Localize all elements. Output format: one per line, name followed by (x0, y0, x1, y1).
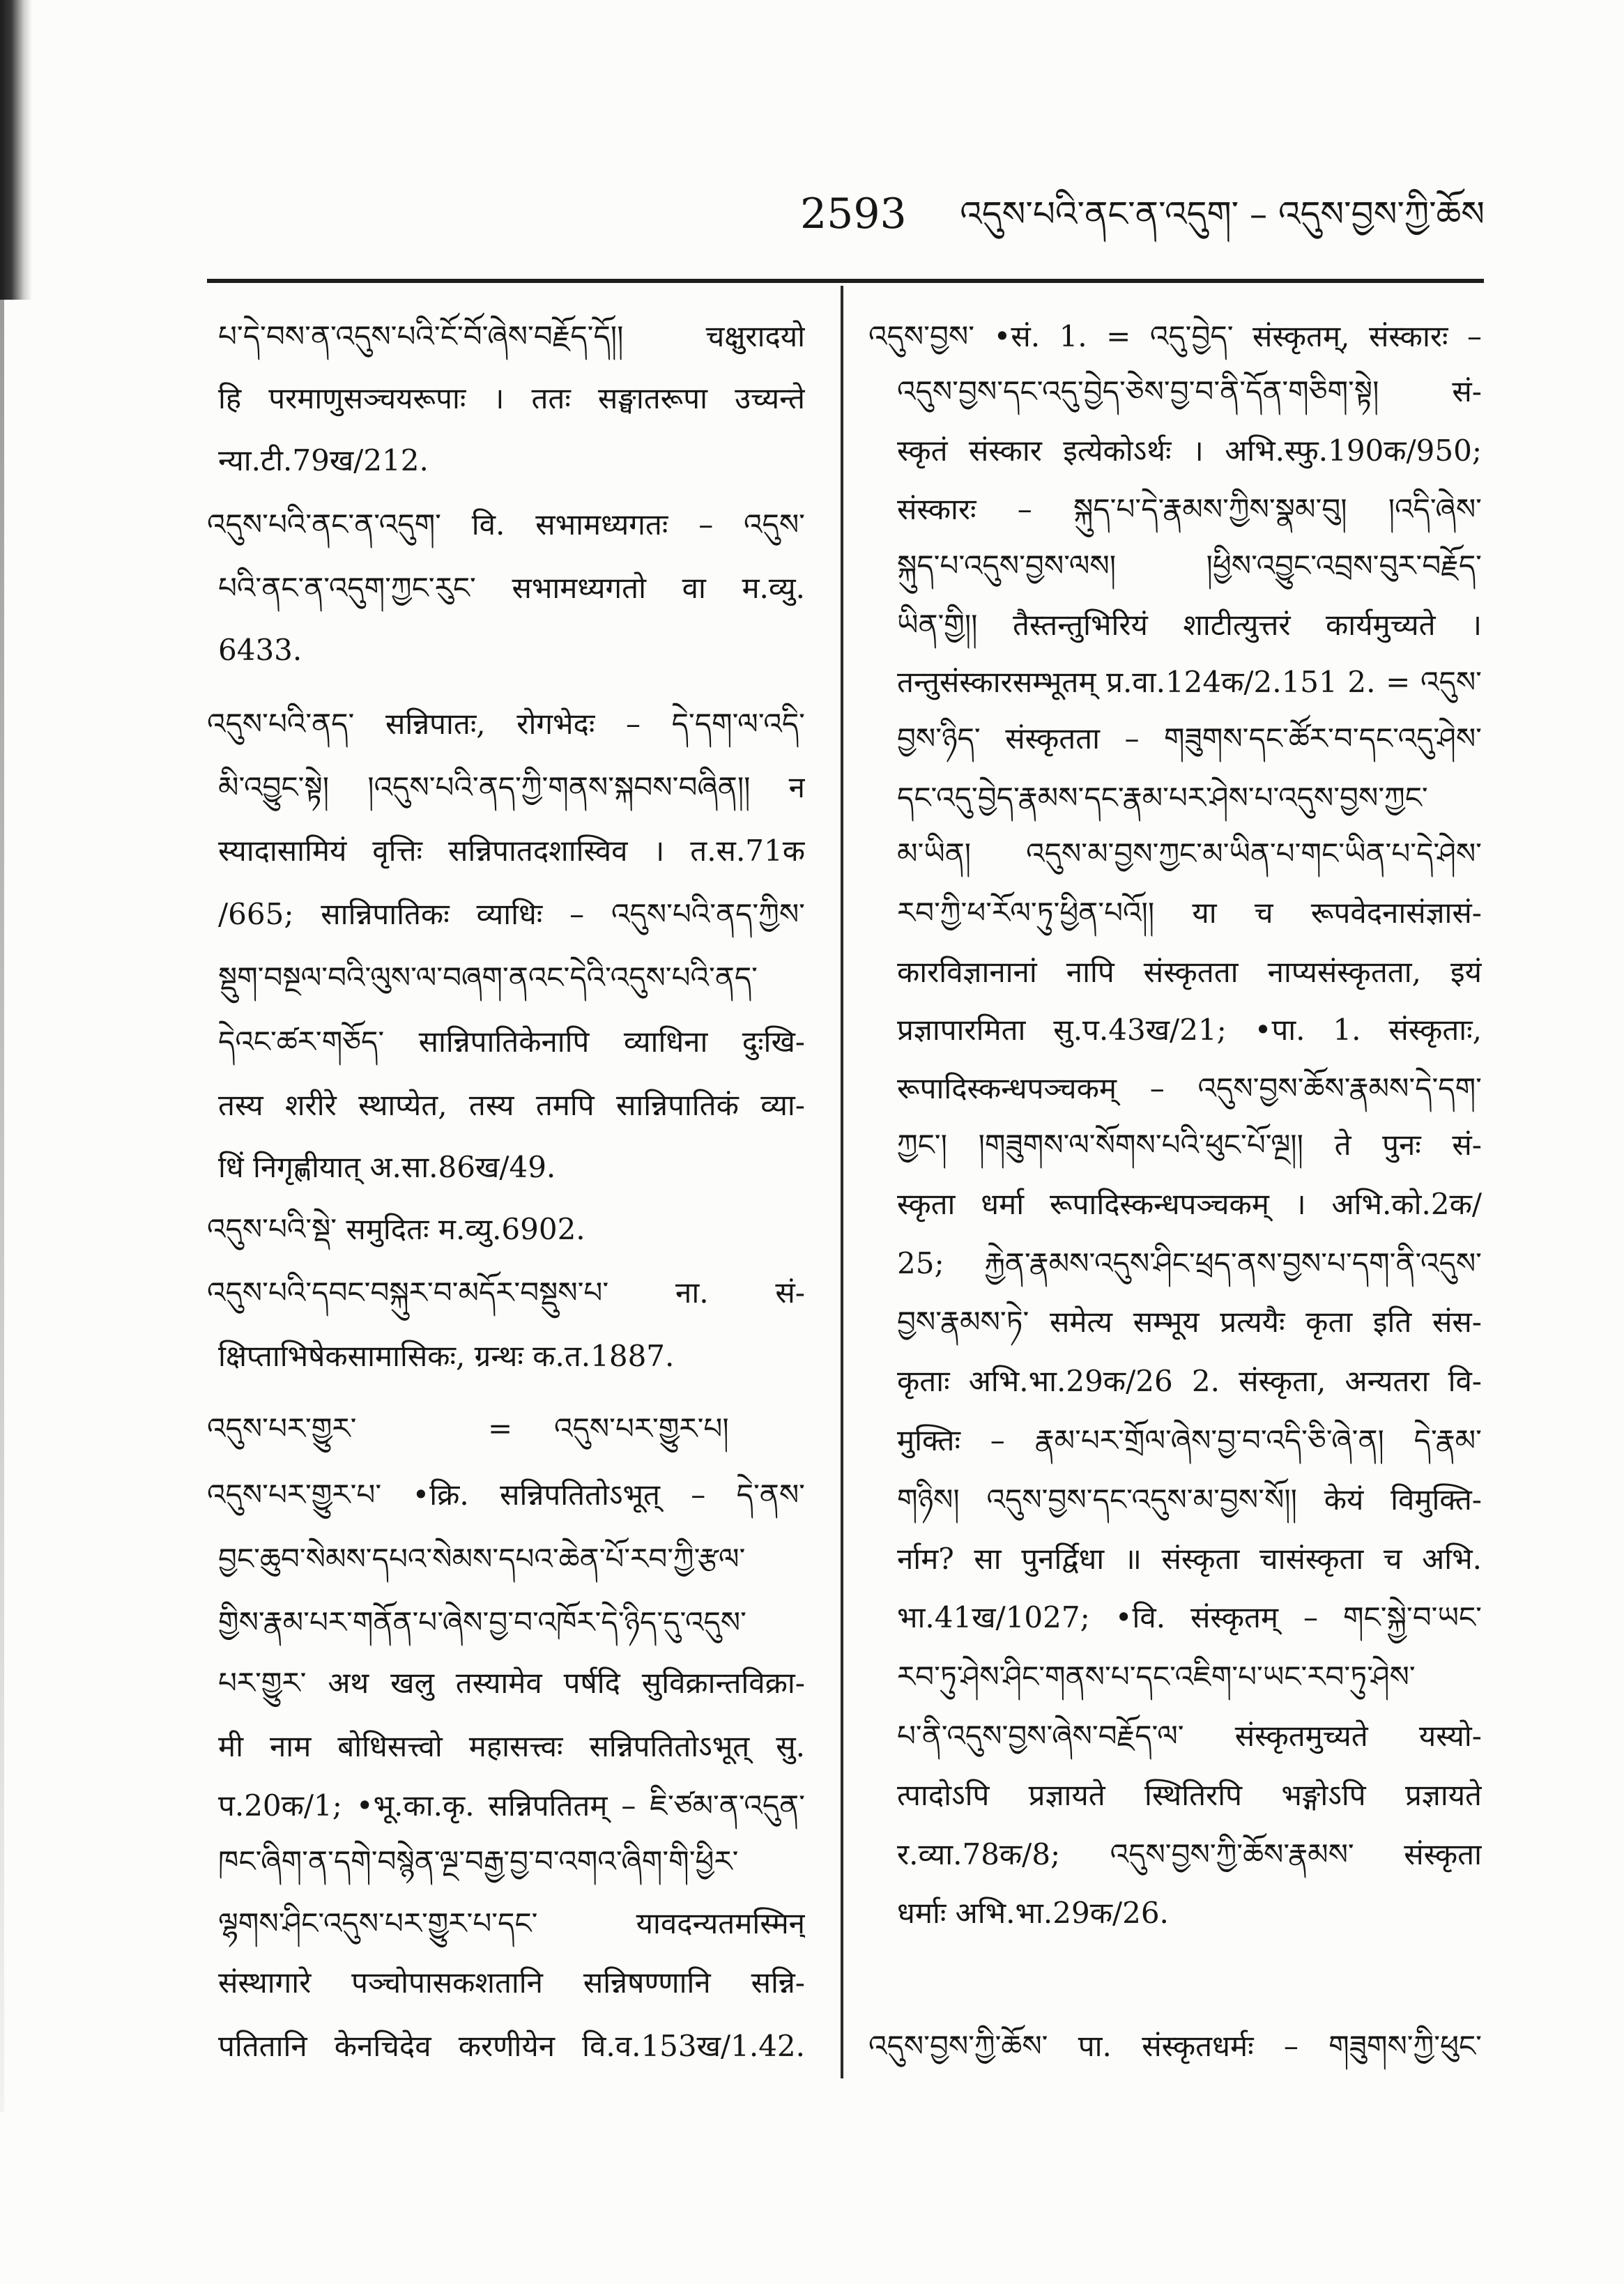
dictionary-line: कारविज्ञानानां नापि संस्कृतता नाप्यसंस्कृतता, इयं (897, 955, 1482, 989)
dictionary-line: བྱས་རྣམས་ཏེ་ समेत्य सम्भूय प्रत्ययैः कृता इति संस- (897, 1305, 1482, 1339)
dictionary-line: प्रज्ञापारमिता सु.प.43ख/21; •पा. 1. संस्कृताः, (897, 1013, 1482, 1047)
page-number: 2593 (800, 190, 907, 238)
dictionary-line: མི་འབྱུང་སྟེ། །འདུས་པའི་ནད་ཀྱི་གནས་སྐབས་བཞིན།། न (218, 770, 805, 804)
dictionary-line: 25; རྐྱེན་རྣམས་འདུས་ཤིང་ཕྲད་ནས་བྱས་པ་དག་ནི་འདུས་ (897, 1246, 1482, 1280)
dictionary-line: संस्थागारे पञ्चोपासकशतानि सन्निषण्णानि सन्नि- (218, 1965, 805, 2000)
dictionary-line: ཡིན་གྱི།། तैस्तन्तुभिरियं शाटीत्युत्तरं कार्यमुच्यते । (897, 608, 1482, 642)
header-rule (207, 279, 1484, 283)
dictionary-line: རབ་ཏུ་ཤེས་ཤིང་གནས་པ་དང་འཇིག་པ་ཡང་རབ་ཏུ་ཤེས་ (897, 1660, 1416, 1694)
dictionary-line: धर्माः अभि.भा.29क/26. (897, 1896, 1169, 1930)
dictionary-line: /665; सान्निपातिकः व्याधिः – འདུས་པའི་ནད་ཀྱིས་ (218, 897, 805, 931)
dictionary-line: གཉིས། འདུས་བྱས་དང་འདུས་མ་བྱས་སོ།། केयं विमुक्ति- (897, 1482, 1482, 1517)
dictionary-line: त्पादोऽपि प्रज्ञायते स्थितिरपि भङ्गोऽपि प्रज्ञायते (897, 1778, 1482, 1812)
dictionary-line: न्या.टी.79ख/212. (218, 443, 429, 477)
dictionary-line: སྐུད་པ་འདུས་བྱས་ལས། །ཕྱིས་འབྱུང་འབྲས་བུར་བརྗོད་ (897, 549, 1482, 583)
dictionary-line: स्यादासामियं वृत्तिः सन्निपातदशास्विव । त.स.71क (218, 834, 805, 868)
dictionary-line: པའི་ནང་ན་འདུག་ཀྱང་རུང་ सभामध्यगतो वा म.व्यु. (218, 571, 805, 605)
running-head: འདུས་པའི་ནང་ན་འདུག་ – འདུས་བྱས་ཀྱི་ཆོས (960, 194, 1485, 234)
dictionary-line: དང་འདུ་བྱེད་རྣམས་དང་རྣམ་པར་ཤེས་པ་འདུས་བྱས་ཀྱང་ (897, 781, 1428, 815)
dictionary-line: སྡུག་བསྔལ་བའི་ལུས་ལ་བཞག་ནའང་དེའི་འདུས་པའི་ནད་ (218, 960, 758, 995)
dictionary-line: कृताः अभि.भा.29क/26 2. संस्कृता, अन्यतरा वि- (897, 1364, 1482, 1398)
dictionary-line: འདུས་པའི་ནད་ सन्निपातः, रोगभेदः – དེ་དག་ལ་འདི་ (207, 707, 805, 741)
dictionary-line: འདུས་བྱས་དང་འདུ་བྱེད་ཅེས་བྱ་བ་ནི་དོན་གཅིག་སྟེ། सं- (897, 374, 1482, 408)
dictionary-line: र्नाम? सा पुनर्द्विधा ॥ संस्कृता चासंस्कृता च अभि. (897, 1542, 1482, 1576)
scan-binding-shadow (0, 0, 32, 300)
dictionary-line: པ་ནི་འདུས་བྱས་ཞེས་བརྗོད་ལ་ संस्कृतमुच्यते यस्यो- (897, 1719, 1482, 1753)
dictionary-line: ཀྱང་། །གཟུགས་ལ་སོགས་པའི་ཕུང་པོ་ལྔ།། ते पुनः सं- (897, 1128, 1482, 1162)
dictionary-line: འདུས་པའི་སྡེ་ समुदितः म.व्यु.6902. (207, 1212, 585, 1246)
dictionary-line: པ་དེ་བས་ན་འདུས་པའི་ངོ་བོ་ཞེས་བརྗོད་དོ།། चक्षुरादयो (218, 319, 805, 353)
dictionary-line: འདུས་བྱས་ཀྱི་ཆོས་ पा. संस्कृतधर्मः – གཟུགས་ཀྱི་ཕུང་ (868, 2029, 1482, 2063)
dictionary-line: གྱིས་རྣམ་པར་གནོན་པ་ཞེས་བྱ་བ་འཁོར་དེ་ཉིད་དུ་འདུས་ (218, 1605, 746, 1639)
equals-sign: = (488, 1411, 513, 1446)
entry-headword: འདུས་པར་གྱུར་ (207, 1411, 357, 1446)
dictionary-line: तस्य शरीरे स्थाप्येत, तस्य तमपि सान्निपातिकं व्या- (218, 1088, 805, 1122)
dictionary-line: པར་གྱུར་ अथ खलु तस्यामेव पर्षदि सुविक्रान्तविक्रा- (218, 1666, 805, 1700)
column-divider (841, 286, 843, 2078)
dictionary-line: मी नाम बोधिसत्त्वो महासत्त्वः सन्निपतितोऽभूत् सु. (218, 1729, 805, 1763)
dictionary-line: स्कृतं संस्कार इत्येकोऽर्थः । अभि.स्फु.190क/950; (897, 434, 1482, 468)
dictionary-line: प.20क/1; •भू.का.कृ. सन्निपतितम् – ཇི་ཙམ་ན་འདུན་ (218, 1788, 805, 1823)
dictionary-line: འདུས་པའི་དབང་བསྐུར་བ་མདོར་བསྡུས་པ་ ना. सं- (207, 1275, 805, 1310)
dictionary-line: मुक्तिः – རྣམ་པར་གྲོལ་ཞེས་བྱ་བ་འདི་ཅི་ཞེ་ན། དེ་རྣམ་ (897, 1423, 1482, 1457)
dictionary-line: འདུས་པའི་ནང་ན་འདུག་ वि. सभामध्यगतः – འདུས་ (207, 507, 805, 542)
dictionary-line: འདུས་བྱས་ •सं. 1. = འདུ་བྱེད་ संस्कृतम्, संस्कारः – (868, 319, 1482, 353)
dictionary-line: हि परमाणुसञ्चयरूपाः । ततः सङ्घातरूपा उच्यन्ते (218, 381, 805, 415)
dictionary-line: र.व्या.78क/8; འདུས་བྱས་ཀྱི་ཆོས་རྣམས་ संस्कृता (897, 1837, 1482, 1871)
dictionary-line: རབ་ཀྱི་ཕ་རོལ་ཏུ་ཕྱིན་པའོ།། या च रूपवेदनासंज्ञासं- (897, 896, 1482, 930)
dictionary-line: 6433. (218, 633, 302, 667)
dictionary-line: བྱས་ཉིད་ संस्कृतता – གཟུགས་དང་ཚོར་བ་དང་འདུ་ཤེས་ (897, 721, 1482, 756)
scan-edge-shade (0, 300, 4, 2112)
dictionary-line: क्षिप्ताभिषेकसामासिकः, ग्रन्थः क.त.1887. (218, 1339, 675, 1373)
dictionary-line: पतितानि केनचिदेव करणीयेन वि.व.153ख/1.42. (218, 2029, 805, 2063)
cross-reference: འདུས་པར་གྱུར་པ། (554, 1411, 729, 1446)
dictionary-line: ལྷགས་ཤིང་འདུས་པར་གྱུར་པ་དང་ यावदन्यतमस्मिन् (218, 1906, 805, 1940)
dictionary-line: स्कृता धर्मा रूपादिस्कन्धपञ्चकम् । अभि.को.2क/ (897, 1187, 1482, 1221)
dictionary-line: भा.41ख/1027; •वि. संस्कृतम् – གང་སྐྱེ་བ་ཡང་ (897, 1600, 1482, 1634)
dictionary-line: संस्कारः – སྐུད་པ་དེ་རྣམས་ཀྱིས་སྣམ་བུ། །འདི་ཞེས་ (897, 492, 1482, 526)
dictionary-line: འདུས་པར་གྱུར་པ་ •क्रि. सन्निपतितोऽभूत् – དེ་ནས་ (207, 1478, 805, 1512)
dictionary-line: रूपादिस्कन्धपञ्चकम् – འདུས་བྱས་ཆོས་རྣམས་དེ་དག་ (897, 1071, 1482, 1105)
dictionary-line: བྱང་ཆུབ་སེམས་དཔའ་སེམས་དཔའ་ཆེན་པོ་རབ་ཀྱི་རྩལ་ (218, 1542, 746, 1576)
dictionary-line: धिं निगृह्णीयात् अ.सा.86ख/49. (218, 1150, 556, 1184)
dictionary-line: तन्तुसंस्कारसम्भूतम् प्र.वा.124क/2.151 2. = འདུས་ (897, 665, 1482, 699)
dictionary-line: མ་ཡིན། འདུས་མ་བྱས་ཀྱང་མ་ཡིན་པ་གང་ཡིན་པ་དེ་ཤེས་ (897, 836, 1482, 871)
dictionary-line: དེའང་ཚར་གཅོད་ सान्निपातिकेनापि व्याधिना दुःखि- (218, 1025, 805, 1059)
dictionary-line: ཁང་ཞིག་ན་དགེ་བསྙེན་ལྔ་བརྒྱ་བྱ་བ་འགའ་ཞིག་གི་ཕྱིར་ (218, 1844, 739, 1878)
